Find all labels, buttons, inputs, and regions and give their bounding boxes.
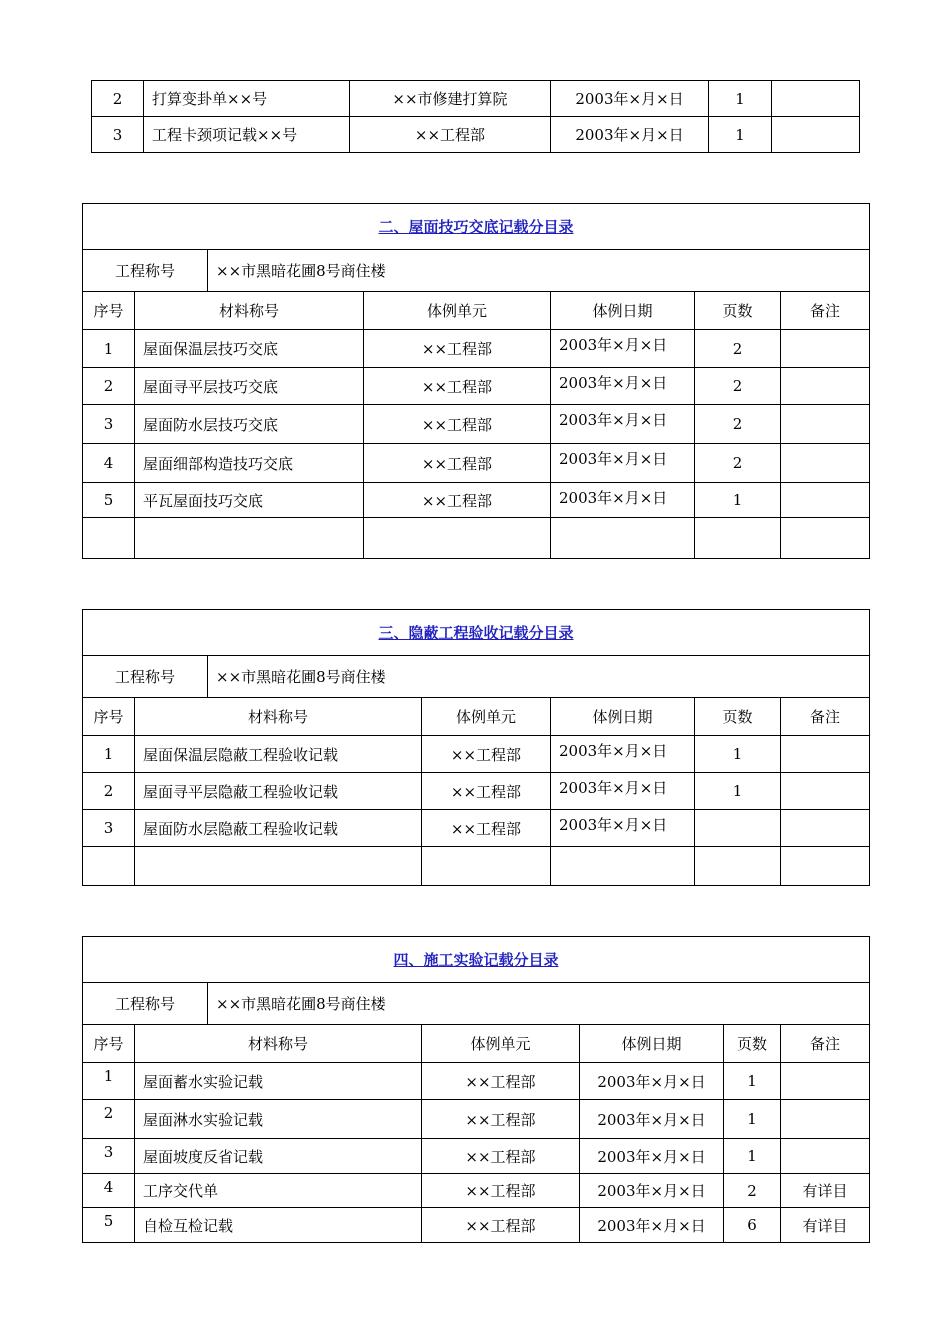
- section-title: 三、隐蔽工程验收记载分目录: [83, 610, 870, 656]
- table-row: [83, 1100, 870, 1139]
- cell-date: 2003年×月×日: [580, 1174, 724, 1208]
- cell-material-name: 屋面坡度反省记载: [135, 1139, 422, 1174]
- project-label: 工程称号: [83, 983, 208, 1025]
- header-date: 体例日期: [580, 1025, 724, 1063]
- table-row: [83, 405, 870, 444]
- table-row: [83, 1174, 870, 1208]
- header-material-name: 材料称号: [135, 292, 364, 330]
- cell-remark: [781, 810, 870, 847]
- cell-material-name: 屋面保温层技巧交底: [135, 330, 364, 368]
- cell-index: 2: [83, 368, 135, 405]
- cell-remark: [781, 773, 870, 810]
- cell-remark: [781, 847, 870, 886]
- header-unit: 体例单元: [422, 1025, 580, 1063]
- cell-index: [83, 847, 135, 886]
- table-row: [83, 368, 870, 405]
- cell-index: 3: [83, 1139, 135, 1174]
- cell-pages: 1: [724, 1100, 781, 1139]
- cell-pages: 2: [695, 330, 781, 368]
- cell-unit: ××工程部: [350, 117, 551, 153]
- cell-date: 2003年×月×日: [551, 810, 695, 847]
- header-remark: 备注: [781, 1025, 870, 1063]
- header-pages: 页数: [724, 1025, 781, 1063]
- cell-unit: ××工程部: [422, 736, 551, 773]
- project-row: [83, 656, 870, 698]
- header-row: [83, 1025, 870, 1063]
- project-label: 工程称号: [83, 250, 208, 292]
- cell-unit: ××工程部: [364, 330, 551, 368]
- cell-remark: 有详目: [781, 1208, 870, 1243]
- cell-remark: [772, 117, 860, 153]
- table-row: [83, 736, 870, 773]
- cell-material-name: 屋面防水层隐蔽工程验收记载: [135, 810, 422, 847]
- cell-material-name: 自检互检记载: [135, 1208, 422, 1243]
- construction-test-table: [82, 936, 870, 1243]
- header-index: 序号: [83, 698, 135, 736]
- table-row: [83, 773, 870, 810]
- cell-material-name: 工程卡颈项记载××号: [144, 117, 350, 153]
- cell-remark: [781, 330, 870, 368]
- cell-pages: 1: [695, 736, 781, 773]
- header-date: 体例日期: [551, 292, 695, 330]
- header-row: [83, 698, 870, 736]
- cell-index: 5: [83, 1208, 135, 1243]
- header-remark: 备注: [781, 292, 870, 330]
- project-row: [83, 983, 870, 1025]
- cell-date: 2003年×月×日: [580, 1208, 724, 1243]
- cell-material-name: 工序交代单: [135, 1174, 422, 1208]
- cell-unit: ××工程部: [422, 810, 551, 847]
- cell-pages: 1: [695, 483, 781, 518]
- cell-unit: [422, 847, 551, 886]
- table-row: [83, 518, 870, 559]
- cell-index: 4: [83, 444, 135, 483]
- cell-remark: [781, 518, 870, 559]
- cell-date: 2003年×月×日: [580, 1100, 724, 1139]
- cell-index: 2: [83, 773, 135, 810]
- project-label: 工程称号: [83, 656, 208, 698]
- cell-date: 2003年×月×日: [580, 1139, 724, 1174]
- cell-remark: [781, 1139, 870, 1174]
- table-row: [83, 330, 870, 368]
- cell-pages: 1: [709, 81, 772, 117]
- cell-pages: [695, 810, 781, 847]
- cell-index: 4: [83, 1174, 135, 1208]
- cell-date: 2003年×月×日: [551, 483, 695, 518]
- cell-pages: 1: [724, 1139, 781, 1174]
- table-title-row: [83, 610, 870, 656]
- cell-remark: [781, 736, 870, 773]
- cell-unit: ××工程部: [422, 773, 551, 810]
- cell-pages: 1: [709, 117, 772, 153]
- project-value: ××市黑暗花圃8号商住楼: [208, 983, 870, 1025]
- cell-index: [83, 518, 135, 559]
- cell-date: 2003年×月×日: [551, 330, 695, 368]
- cell-date: 2003年×月×日: [551, 368, 695, 405]
- cell-index: 1: [83, 1063, 135, 1100]
- cell-date: 2003年×月×日: [551, 736, 695, 773]
- cell-date: [551, 518, 695, 559]
- header-pages: 页数: [695, 292, 781, 330]
- cell-pages: [695, 518, 781, 559]
- cell-remark: [781, 368, 870, 405]
- cell-material-name: 屋面寻平层隐蔽工程验收记载: [135, 773, 422, 810]
- cell-pages: [695, 847, 781, 886]
- cell-date: 2003年×月×日: [551, 117, 709, 153]
- section-title: 二、屋面技巧交底记载分目录: [83, 204, 870, 250]
- header-unit: 体例单元: [364, 292, 551, 330]
- cell-unit: ××工程部: [364, 405, 551, 444]
- header-material-name: 材料称号: [135, 698, 422, 736]
- cell-remark: [781, 1063, 870, 1100]
- header-row: [83, 292, 870, 330]
- table-row: [83, 483, 870, 518]
- table-title-row: [83, 937, 870, 983]
- project-value: ××市黑暗花圃8号商住楼: [208, 656, 870, 698]
- cell-material-name: 屋面寻平层技巧交底: [135, 368, 364, 405]
- table-row: [83, 847, 870, 886]
- header-material-name: 材料称号: [135, 1025, 422, 1063]
- cell-material-name: 屋面保温层隐蔽工程验收记载: [135, 736, 422, 773]
- project-value: ××市黑暗花圃8号商住楼: [208, 250, 870, 292]
- cell-material-name: [135, 847, 422, 886]
- cell-date: 2003年×月×日: [551, 405, 695, 444]
- cell-index: 2: [83, 1100, 135, 1139]
- cell-pages: 2: [695, 368, 781, 405]
- table-row: [92, 117, 860, 153]
- cell-remark: [781, 1100, 870, 1139]
- cell-unit: ××工程部: [364, 483, 551, 518]
- header-date: 体例日期: [551, 698, 695, 736]
- cell-pages: 1: [695, 773, 781, 810]
- cell-index: 1: [83, 736, 135, 773]
- header-index: 序号: [83, 1025, 135, 1063]
- header-index: 序号: [83, 292, 135, 330]
- table-row: [83, 1139, 870, 1174]
- cell-index: 3: [83, 810, 135, 847]
- cell-remark: [772, 81, 860, 117]
- cell-material-name: 屋面蓄水实验记载: [135, 1063, 422, 1100]
- header-remark: 备注: [781, 698, 870, 736]
- cell-pages: 1: [724, 1063, 781, 1100]
- table-row: [83, 1063, 870, 1100]
- table-row: [83, 1208, 870, 1243]
- cell-material-name: 屋面细部构造技巧交底: [135, 444, 364, 483]
- header-pages: 页数: [695, 698, 781, 736]
- cell-pages: 6: [724, 1208, 781, 1243]
- roof-technical-briefing-table: [82, 203, 870, 559]
- concealed-work-acceptance-table: [82, 609, 870, 886]
- project-row: [83, 250, 870, 292]
- cell-material-name: 打算变卦单××号: [144, 81, 350, 117]
- cell-material-name: 平瓦屋面技巧交底: [135, 483, 364, 518]
- cell-pages: 2: [724, 1174, 781, 1208]
- cell-index: 2: [92, 81, 144, 117]
- cell-material-name: [135, 518, 364, 559]
- cell-date: 2003年×月×日: [551, 773, 695, 810]
- cell-unit: ××工程部: [422, 1139, 580, 1174]
- cell-unit: ××工程部: [422, 1208, 580, 1243]
- cell-material-name: 屋面淋水实验记载: [135, 1100, 422, 1139]
- cell-index: 3: [83, 405, 135, 444]
- cell-unit: ××市修建打算院: [350, 81, 551, 117]
- cell-material-name: 屋面防水层技巧交底: [135, 405, 364, 444]
- table-row: [92, 81, 860, 117]
- continuation-table: [91, 80, 860, 153]
- table-row: [83, 810, 870, 847]
- cell-unit: ××工程部: [364, 368, 551, 405]
- cell-remark: [781, 405, 870, 444]
- cell-pages: 2: [695, 405, 781, 444]
- header-unit: 体例单元: [422, 698, 551, 736]
- cell-remark: 有详目: [781, 1174, 870, 1208]
- cell-date: 2003年×月×日: [551, 81, 709, 117]
- cell-index: 5: [83, 483, 135, 518]
- cell-index: 3: [92, 117, 144, 153]
- cell-unit: [364, 518, 551, 559]
- cell-unit: ××工程部: [422, 1063, 580, 1100]
- cell-index: 1: [83, 330, 135, 368]
- table-row: [83, 444, 870, 483]
- cell-unit: ××工程部: [422, 1174, 580, 1208]
- section-title: 四、施工实验记载分目录: [83, 937, 870, 983]
- cell-pages: 2: [695, 444, 781, 483]
- cell-remark: [781, 483, 870, 518]
- cell-date: 2003年×月×日: [580, 1063, 724, 1100]
- cell-date: [551, 847, 695, 886]
- cell-remark: [781, 444, 870, 483]
- cell-unit: ××工程部: [364, 444, 551, 483]
- cell-date: 2003年×月×日: [551, 444, 695, 483]
- table-title-row: [83, 204, 870, 250]
- cell-unit: ××工程部: [422, 1100, 580, 1139]
